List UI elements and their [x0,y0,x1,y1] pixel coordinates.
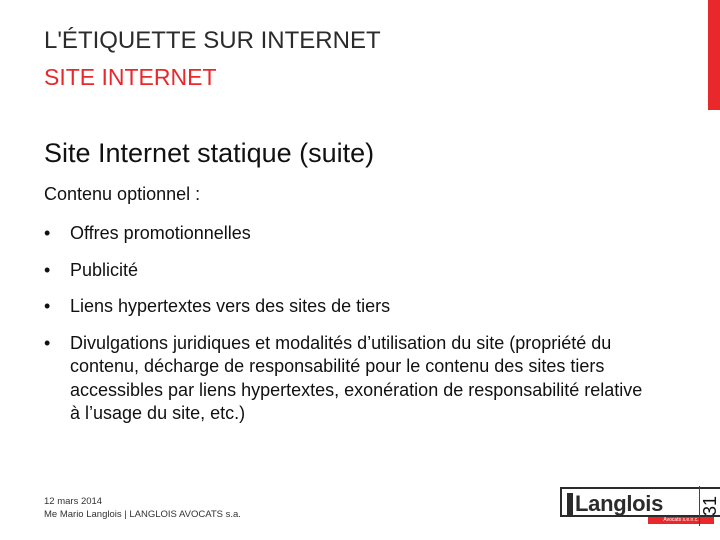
logo-tagline: Avocats s.e.n.c. [663,517,699,523]
list-item [44,332,644,426]
list-item-text: Divulgations juridiques et modalités d’utilisation du site (propriété du contenu, décharge de responsabilité pour le contenu des sites tiers accessibles par liens hypertextes, exonération de responsabilité relative à l’usage du site, etc.) [70,332,643,423]
list-item-text: Publicité [70,259,139,280]
section-heading: Site Internet statique (suite) [44,138,375,168]
intro-text: Contenu optionnel : [44,184,201,204]
bullet-icon: • [44,296,51,316]
list-item [44,259,644,283]
slide-title: L'ÉTIQUETTE SUR INTERNET [44,27,381,54]
list-item-text: Liens hypertextes vers des sites de tiers [70,296,391,316]
bullet-list [44,222,644,439]
footer-date: 12 mars 2014 [44,496,103,507]
page-number-text: 31 [700,495,720,517]
langlois-logo [560,487,720,525]
logo-bar-icon [567,493,573,515]
bullet-icon: • [44,332,51,353]
list-item [44,222,644,246]
bullet-icon: • [44,223,51,243]
bullet-icon: • [44,259,51,280]
footer-author: Me Mario Langlois | LANGLOIS AVOCATS s.a. [44,509,241,520]
accent-bar [708,0,720,110]
page-number [700,488,720,524]
logo-frame [560,487,720,517]
list-item [44,295,644,319]
logo-name: Langlois [575,491,664,516]
list-item-text: Offres promotionnelles [70,223,251,243]
slide-subtitle: SITE INTERNET [44,64,217,90]
